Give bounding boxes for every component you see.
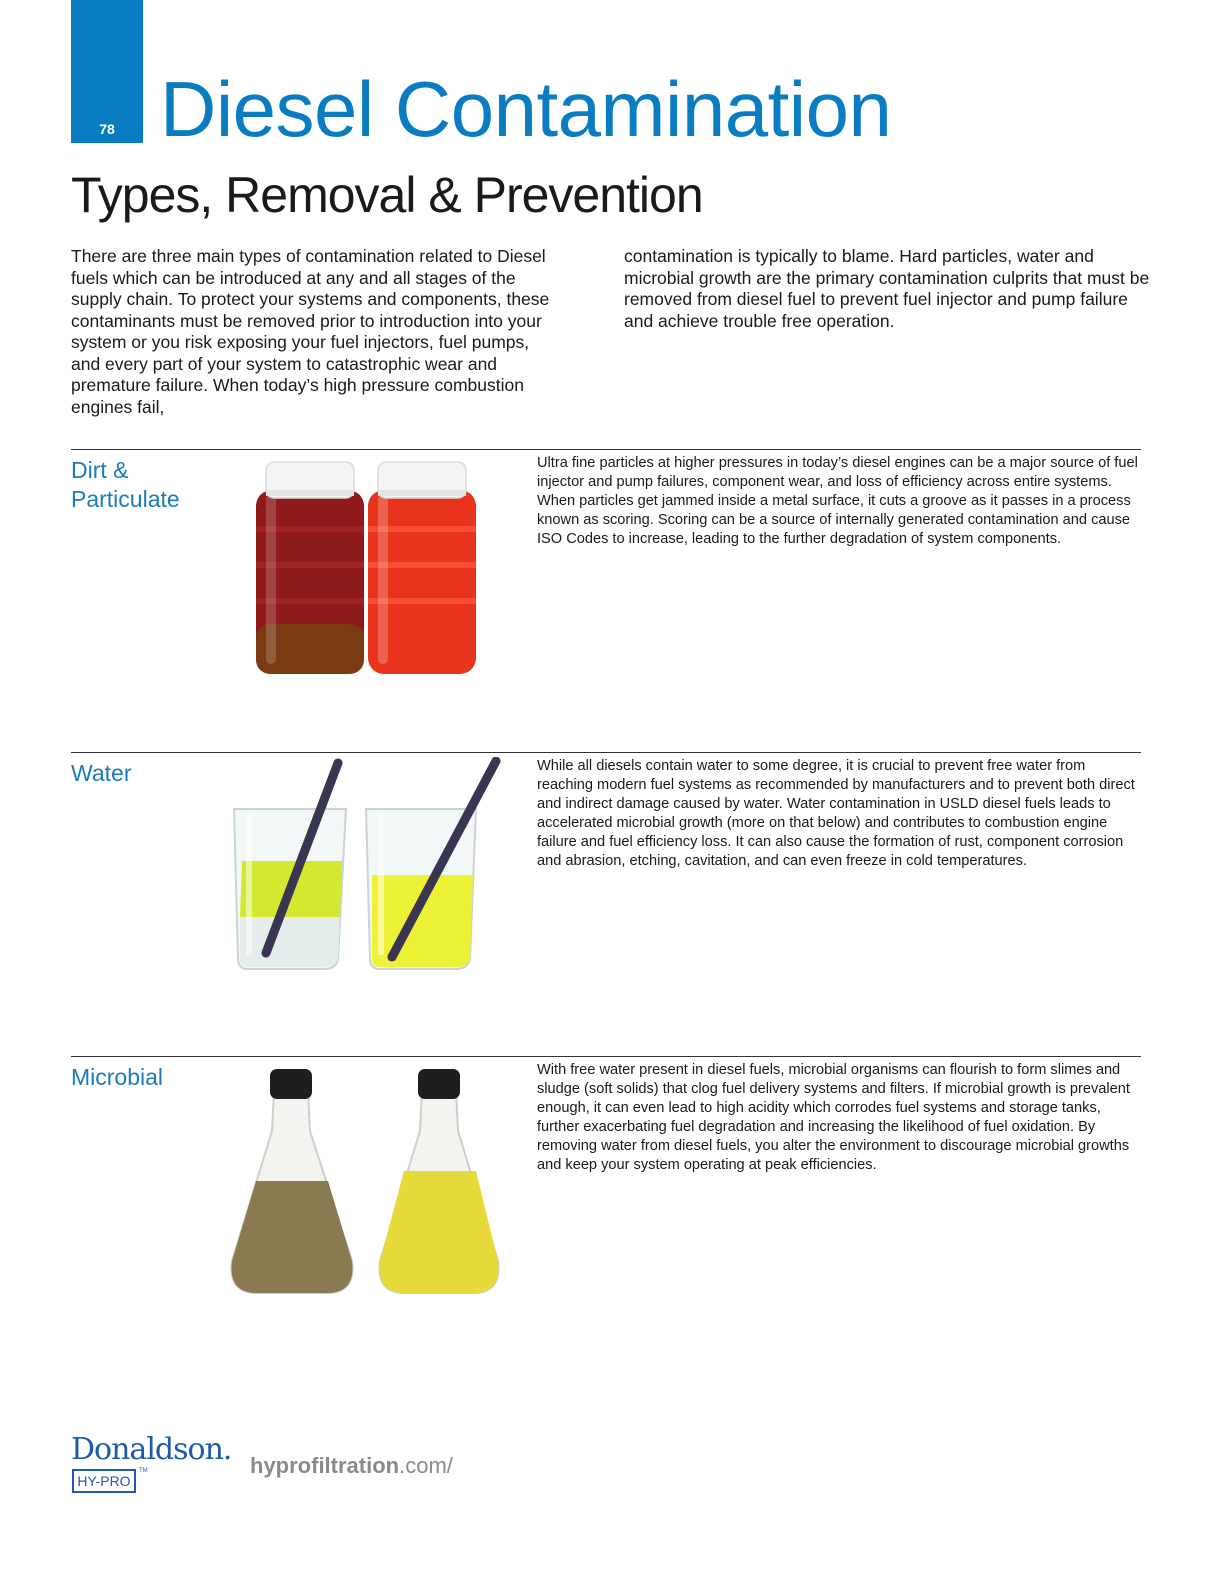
section-label-line: Particulate — [71, 486, 180, 512]
intro-paragraph-left: There are three main types of contamination related to Diesel fuels which can be introduced at any and all stages of the supply chain. To protect your systems and components, these contaminants must be removed prior to introduction into your system or you risk exposing your fuel injectors, fuel pumps, and every part of your system to catastrophic wear and premature failure. When today’s high pressure combustion engines fail, — [71, 246, 550, 417]
website-url — [250, 1453, 453, 1479]
water-beakers-image — [226, 757, 516, 987]
page-subtitle: Types, Removal & Prevention — [71, 167, 703, 223]
section-label — [71, 456, 221, 514]
logo-subbrand: HY-PRO — [72, 1469, 136, 1493]
donaldson-hypro-logo — [71, 1432, 232, 1502]
page-number: 78 — [99, 121, 115, 137]
microbial-flasks-image — [226, 1061, 516, 1301]
section-dirt-particulate — [71, 449, 1141, 547]
section-label-line: Dirt & — [71, 457, 129, 483]
page-title: Diesel Contamination — [160, 65, 892, 153]
intro-paragraph-right: contamination is typically to blame. Hard particles, water and microbial growth are the primary contamination culprits that must be removed from diesel fuel to prevent fuel injector and pump failure and achieve trouble free operation. — [624, 246, 1150, 331]
clean-fuel-bottle — [368, 462, 476, 674]
section-description: With free water present in diesel fuels, microbial organisms can flourish to form slimes and sludge (soft solids) that clog fuel delivery systems and filters. If microbial growth is prevalent enough, it can even lead to high acidity which corrodes fuel systems and storage tanks, further exacerbating fuel degradation and increasing the likelihood of fuel oxidation. By removing water from diesel fuels, you alter the environment to discourage microbial growths and keep your system operating at peak efficiencies. — [537, 1062, 1130, 1173]
clean-fuel-beaker — [366, 761, 496, 969]
section-label-line: Microbial — [71, 1064, 164, 1090]
section-microbial — [71, 1056, 1141, 1173]
section-description: While all diesels contain water to some degree, it is crucial to prevent free water from reaching modern fuel systems as recommended by manufacturers and to prevent both direct and indirect damage caused by water. Water contamination in USLD diesel fuels leads to accelerated microbial growth (more on that below) and contributes to combustion engine failure and fuel efficiency loss. It can also cause the formation of rust, component corrosion and abrasion, etching, cavitation, and can even freeze in cold temperatures. — [537, 758, 1135, 869]
microbial-contaminated-flask — [231, 1069, 352, 1293]
website-domain: hyprofiltration — [250, 1453, 400, 1478]
water-contaminated-beaker — [234, 763, 346, 969]
page-number-tab — [71, 0, 143, 143]
section-label-line: Water — [71, 760, 132, 786]
dirty-fuel-bottle — [256, 462, 364, 674]
logo-trademark: TM — [139, 1468, 148, 1474]
section-label — [71, 759, 221, 788]
section-label — [71, 1063, 221, 1092]
clean-fuel-flask — [379, 1069, 498, 1293]
fuel-sample-bottles-image — [226, 454, 516, 684]
section-description: Ultra fine particles at higher pressures in today’s diesel engines can be a major source of fuel injector and pump failures, component wear, and loss of efficiency across entire systems. When particles get jammed inside a metal surface, it cuts a groove as it passes in a process known as scoring. Scoring can be a source of internally generated contamination and cause ISO Codes to increase, leading to the further degradation of system components. — [537, 455, 1138, 547]
website-tld: .com/ — [399, 1453, 453, 1478]
logo-wordmark: Donaldson. — [71, 1432, 232, 1467]
section-water — [71, 752, 1141, 869]
